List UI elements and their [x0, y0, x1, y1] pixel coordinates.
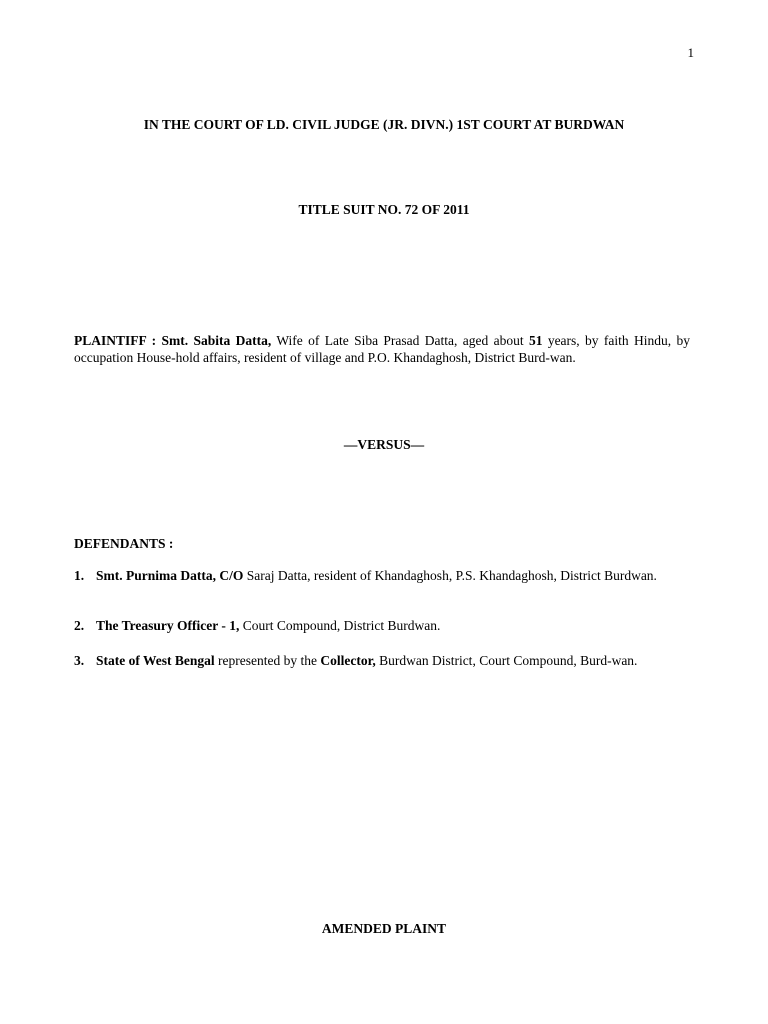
defendant-number: 3.: [74, 653, 85, 668]
defendant-name: State of West Bengal: [96, 653, 215, 668]
plaintiff-name: Smt. Sabita Datta,: [161, 333, 272, 348]
page-number: 1: [687, 45, 694, 60]
defendant-text: represented by the: [214, 653, 321, 668]
defendant-name: The Treasury Officer - 1,: [96, 618, 240, 633]
versus-divider: —VERSUS—: [343, 437, 425, 452]
plaintiff-label: PLAINTIFF :: [74, 333, 162, 348]
defendant-name: Smt. Purnima Datta, C/O: [96, 568, 244, 583]
plaintiff-text-2: years, by faith Hindu, by occupation House-hold affairs, resident of village and P.O. Khandaghosh, District Burd-wan.: [74, 333, 690, 365]
footer-title: AMENDED PLAINT: [321, 921, 447, 936]
defendant-text: Court Compound, District Burdwan.: [239, 618, 441, 633]
plaintiff-text-1: Wife of Late Siba Prasad Datta, aged about: [271, 333, 529, 348]
defendant-text: Saraj Datta, resident of Khandaghosh, P.S. Khandaghosh, District Burdwan.: [243, 568, 657, 583]
plaintiff-age: 51: [528, 333, 543, 348]
suit-title: TITLE SUIT NO. 72 OF 2011: [298, 202, 470, 217]
defendant-text-b: Burdwan District, Court Compound, Burd-wan.: [375, 653, 638, 668]
defendant-item: [74, 652, 690, 669]
defendant-role: Collector,: [320, 653, 376, 668]
court-heading: IN THE COURT OF LD. CIVIL JUDGE (JR. DIVN.) 1ST COURT AT BURDWAN: [143, 117, 625, 132]
defendant-item: [74, 617, 690, 634]
defendant-item: [74, 567, 690, 584]
plaintiff-paragraph: [74, 332, 690, 366]
defendants-label: DEFENDANTS :: [74, 536, 174, 551]
defendant-number: 2.: [74, 618, 85, 633]
defendant-number: 1.: [74, 568, 85, 583]
